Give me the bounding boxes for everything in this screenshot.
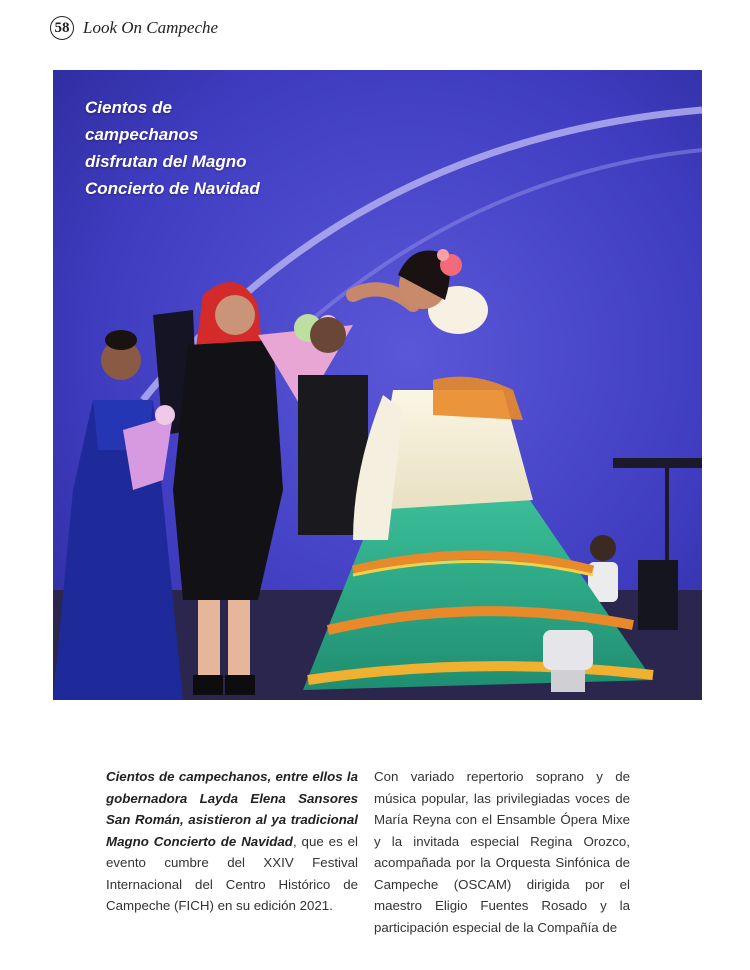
page-number-badge: 58	[50, 16, 74, 40]
page-header	[50, 14, 218, 42]
article-column-left	[106, 766, 358, 917]
article-column-right: Con variado repertorio soprano y de música popular, las privilegiadas voces de María Reyna con el Ensamble Ópera Mixe y la invitada especial Regina Orozco, acompañada por la Orquesta Sinfónica de Campeche (OSCAM) dirigida por el maestro Eligio Fuentes Rosado y la participación especial de la Compañía de	[374, 769, 630, 935]
concert-photo	[53, 70, 702, 700]
magazine-title: Look On Campeche	[83, 18, 219, 37]
photo-caption: Cientos de campechanos disfrutan del Magno Concierto de Navidad	[85, 98, 260, 198]
article-lead-text: Cientos de campechanos, entre ellos la gobernadora Layda Elena Sansores San Román, asistieron al ya tradicional Magno Concierto de Navidad	[106, 769, 358, 849]
article-body-text: , que es el evento cumbre del XXIV Festival Internacional del Centro Histórico de Campeche (FICH) en su edición 2021.	[106, 833, 358, 913]
